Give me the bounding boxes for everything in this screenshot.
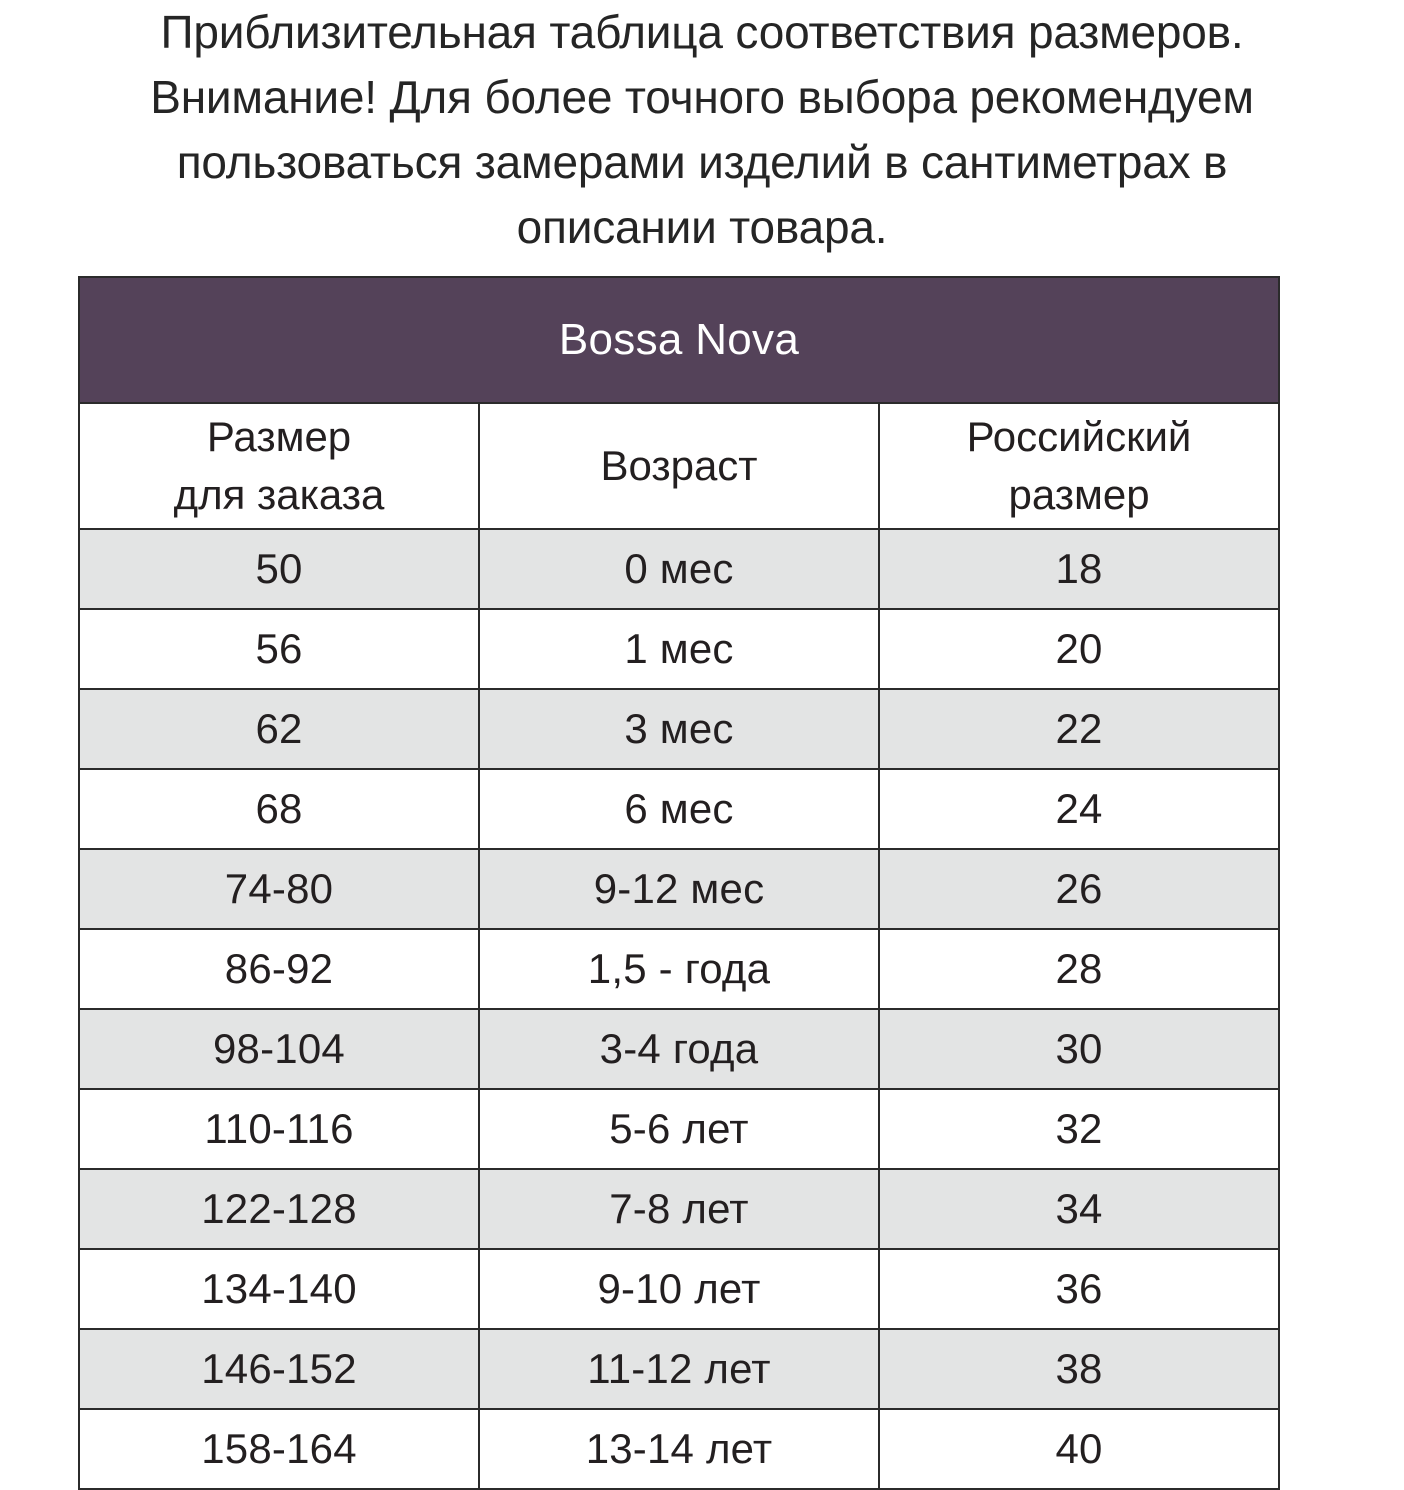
table-row [79, 609, 1279, 689]
cell-russian-size: 34 [879, 1169, 1279, 1249]
cell-russian-size: 26 [879, 849, 1279, 929]
cell-age: 3 мес [479, 689, 879, 769]
cell-order-size: 158-164 [79, 1409, 479, 1489]
table-row [79, 1329, 1279, 1409]
cell-russian-size: 40 [879, 1409, 1279, 1489]
table-row [79, 529, 1279, 609]
cell-age: 1 мес [479, 609, 879, 689]
table-row [79, 1249, 1279, 1329]
notice-text [0, 0, 1404, 260]
size-table [78, 276, 1280, 1490]
column-header-russian-size-line1: Российский [966, 413, 1192, 460]
cell-russian-size: 20 [879, 609, 1279, 689]
table-row [79, 1409, 1279, 1489]
brand-title: Bossa Nova [79, 277, 1279, 403]
cell-russian-size: 30 [879, 1009, 1279, 1089]
column-header-age-line1: Возраст [600, 442, 758, 489]
cell-age: 9-10 лет [479, 1249, 879, 1329]
cell-age: 0 мес [479, 529, 879, 609]
brand-header-row [79, 277, 1279, 403]
cell-age: 1,5 - года [479, 929, 879, 1009]
size-table-head [79, 277, 1279, 529]
cell-order-size: 110-116 [79, 1089, 479, 1169]
cell-age: 7-8 лет [479, 1169, 879, 1249]
cell-age: 13-14 лет [479, 1409, 879, 1489]
notice-line-4: описании товара. [516, 201, 888, 253]
cell-russian-size: 32 [879, 1089, 1279, 1169]
cell-russian-size: 28 [879, 929, 1279, 1009]
column-header-order-size-line1: Размер [206, 413, 352, 460]
cell-age: 3-4 года [479, 1009, 879, 1089]
cell-russian-size: 36 [879, 1249, 1279, 1329]
cell-russian-size: 22 [879, 689, 1279, 769]
table-row [79, 1169, 1279, 1249]
column-header-russian-size-line2: размер [1008, 471, 1150, 518]
cell-age: 11-12 лет [479, 1329, 879, 1409]
cell-order-size: 134-140 [79, 1249, 479, 1329]
notice-line-3: пользоваться замерами изделий в сантиметрах в [176, 136, 1228, 188]
cell-order-size: 74-80 [79, 849, 479, 929]
cell-order-size: 86-92 [79, 929, 479, 1009]
cell-order-size: 50 [79, 529, 479, 609]
cell-age: 6 мес [479, 769, 879, 849]
size-table-container [78, 276, 1278, 1490]
column-header-age [479, 403, 879, 529]
cell-russian-size: 18 [879, 529, 1279, 609]
cell-order-size: 68 [79, 769, 479, 849]
table-row [79, 1009, 1279, 1089]
cell-age: 9-12 мес [479, 849, 879, 929]
cell-russian-size: 24 [879, 769, 1279, 849]
table-row [79, 929, 1279, 1009]
size-table-body [79, 529, 1279, 1489]
table-row [79, 689, 1279, 769]
cell-russian-size: 38 [879, 1329, 1279, 1409]
table-row [79, 1089, 1279, 1169]
table-row [79, 849, 1279, 929]
column-header-order-size [79, 403, 479, 529]
cell-order-size: 122-128 [79, 1169, 479, 1249]
column-header-russian-size [879, 403, 1279, 529]
table-row [79, 769, 1279, 849]
cell-order-size: 56 [79, 609, 479, 689]
column-header-row [79, 403, 1279, 529]
notice-line-1: Приблизительная таблица соответствия размеров. [160, 6, 1244, 58]
cell-order-size: 62 [79, 689, 479, 769]
cell-order-size: 146-152 [79, 1329, 479, 1409]
column-header-order-size-line2: для заказа [173, 471, 385, 518]
cell-age: 5-6 лет [479, 1089, 879, 1169]
cell-order-size: 98-104 [79, 1009, 479, 1089]
notice-line-2: Внимание! Для более точного выбора рекомендуем [150, 71, 1254, 123]
